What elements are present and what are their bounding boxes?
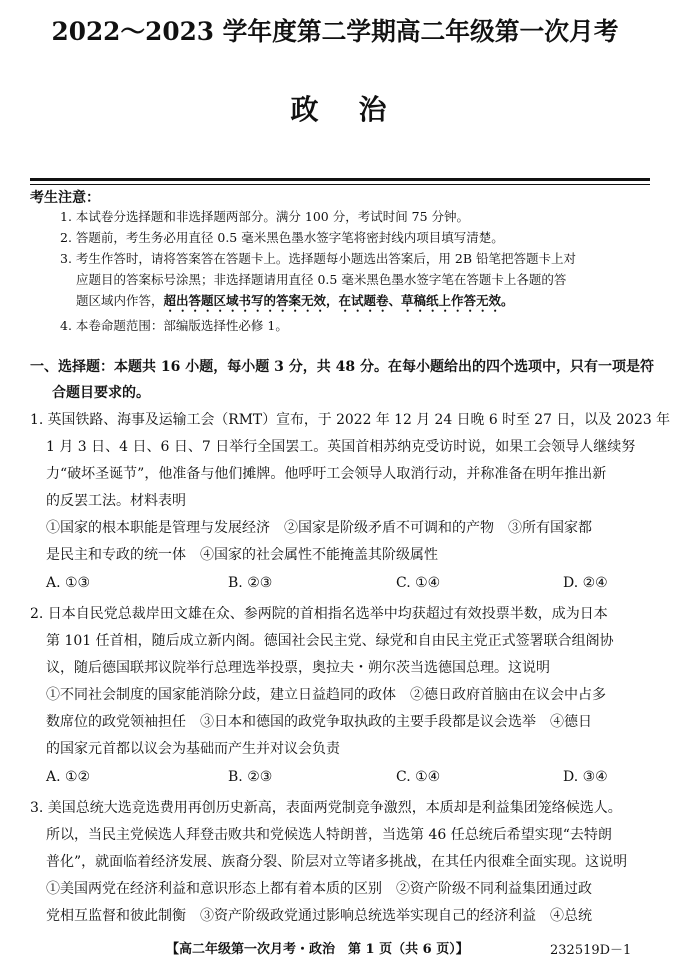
note-item: 1. 本试卷分选择题和非选择题两部分。满分 100 分，考试时间 75 分钟。 xyxy=(60,209,470,224)
question-line: 第 101 任首相，随后成立新内阁。德国社会民主党、绿党和自由民主党正式签署联合组阁协 xyxy=(46,633,614,649)
option-d: D. ③④ xyxy=(563,769,608,785)
question-line: 所以，当民主党候选人拜登击败共和党候选人特朗普，当选第 46 任总统后希望实现“去特朗 xyxy=(46,827,612,843)
option-d: D. ②④ xyxy=(563,575,608,591)
question-line: 是民主和专政的统一体 ④国家的社会属性不能掩盖其阶级属性 xyxy=(46,547,438,563)
option-c: C. ①④ xyxy=(396,769,441,785)
question-line: 3. 美国总统大选竞选费用再创历史新高，表面两党制竞争激烈，本质却是利益集团笼络候选人。 xyxy=(30,800,622,816)
note-item: 3. 考生作答时，请将答案答在答题卡上。选择题每小题选出答案后，用 2B 铅笔把答题卡上对 xyxy=(60,251,576,266)
option-a: A. ①② xyxy=(46,769,91,785)
question-line: 力“破坏圣诞节”，他准备与他们摊牌。他呼吁工会领导人取消行动，并称准备在明年推出新 xyxy=(46,466,607,482)
option-b: B. ②③ xyxy=(228,575,273,591)
question-line: 1 月 3 日、4 日、6 日、7 日举行全国罢工。英国首相苏纳克受访时说，如果工会领导人继续努 xyxy=(46,439,636,455)
header-rule-thin xyxy=(30,184,650,185)
subject-title: 政治 xyxy=(290,93,427,126)
question-line: 1. 英国铁路、海事及运输工会（RMT）宣布，于 2022 年 12 月 24 日晚 6 时至 27 日，以及 2023 年 xyxy=(30,412,670,428)
note-item: 2. 答题前，考生务必用直径 0.5 毫米黑色墨水签字笔将密封线内项目填写清楚。 xyxy=(60,230,504,245)
note-emphasis: 超出答题区域书写的答案无效，在试题卷、草稿纸上作答无效。 xyxy=(163,293,514,308)
note-text: 题区域内作答， xyxy=(76,293,164,308)
question-line: 的反罢工法。材料表明 xyxy=(46,493,186,509)
page-footer: 【高二年级第一次月考・政治 第 1 页（共 6 页）】 xyxy=(166,942,469,957)
note-item: 4. 本卷命题范围：部编版选择性必修 1。 xyxy=(60,318,288,333)
header-rule-thick xyxy=(30,178,650,181)
question-line: ①不同社会制度的国家能消除分歧，建立日益趋同的政体 ②德日政府首脑由在议会中占多 xyxy=(46,687,606,703)
question-line: ①国家的根本职能是管理与发展经济 ②国家是阶级矛盾不可调和的产物 ③所有国家都 xyxy=(46,520,592,536)
section-heading: 一、选择题：本题共 16 小题，每小题 3 分，共 48 分。在每小题给出的四个选项中，只有一项是符 xyxy=(30,359,654,375)
note-item: 应题目的答案标号涂黑；非选择题请用直径 0.5 毫米黑色墨水签字笔在答题卡上各题的答 xyxy=(76,272,567,287)
question-line: 议，随后德国联邦议院举行总理选举投票，奥拉夫・朔尔茨当选德国总理。这说明 xyxy=(46,660,550,676)
option-b: B. ②③ xyxy=(228,769,273,785)
question-line: ①美国两党在经济利益和意识形态上都有着本质的区别 ②资产阶级不同利益集团通过政 xyxy=(46,881,592,897)
option-c: C. ①④ xyxy=(396,575,441,591)
question-line: 普化”，就面临着经济发展、族裔分裂、阶层对立等诸多挑战，在其任内很难全面实现。这说明 xyxy=(46,854,628,870)
notes-heading: 考生注意： xyxy=(30,190,100,206)
option-a: A. ①③ xyxy=(46,575,91,591)
section-heading-cont: 合题目要求的。 xyxy=(52,385,150,401)
question-line: 党相互监督和彼此制衡 ③资产阶级政党通过影响总统选举实现自己的经济利益 ④总统 xyxy=(46,908,592,924)
question-line: 数席位的政党领袖担任 ③日本和德国的政党争取执政的主要手段都是议会选举 ④德日 xyxy=(46,714,592,730)
paper-code: 232519D－1 xyxy=(550,943,632,958)
question-line: 的国家元首都以议会为基础而产生并对议会负责 xyxy=(46,741,340,757)
exam-title: 2022～2023 学年度第二学期高二年级第一次月考 xyxy=(51,17,619,46)
note-item xyxy=(76,290,514,315)
question-line: 2. 日本自民党总裁岸田文雄在众、参两院的首相指名选举中均获超过有效投票半数，成为日本 xyxy=(30,606,608,622)
